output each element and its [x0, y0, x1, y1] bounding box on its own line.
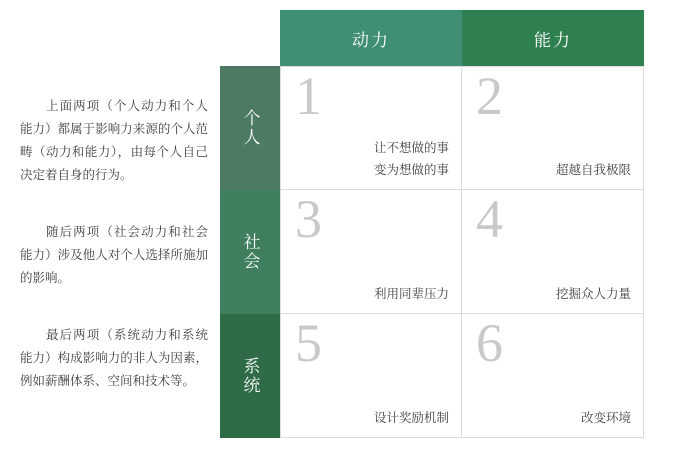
cell-number-4: 4	[476, 189, 503, 249]
cell-number-2: 2	[476, 66, 503, 126]
cell-text-5: 设计奖励机制	[373, 411, 449, 425]
note-personal: 上面两项（个人动力和个人能力）都属于影响力来源的个人范畴（动力和能力），由每个人自己决定着自身的行为。	[20, 98, 208, 182]
cell-number-5: 5	[295, 313, 322, 373]
note-social: 随后两项（社会动力和社会能力）涉及他人对个人选择所施加的影响。	[20, 224, 208, 285]
matrix	[220, 10, 664, 440]
cell-text-2: 超越自我极限	[555, 163, 631, 177]
row-header-social	[220, 190, 280, 314]
cell-text-6: 改变环境	[580, 411, 631, 425]
column-header-motivation-label: 动力	[352, 30, 390, 50]
cell-number-6: 6	[476, 313, 503, 373]
cell-social-motivation	[280, 190, 462, 314]
cell-text-1	[374, 137, 449, 181]
column-header-ability	[462, 10, 644, 66]
cell-structural-ability	[462, 314, 644, 438]
explanatory-notes	[20, 82, 208, 427]
row-header-personal-label: 个人	[240, 109, 260, 147]
note-structural: 最后两项（系统动力和系统能力）构成影响力的非人为因素，例如薪酬体系、空间和技术等。	[20, 327, 208, 388]
row-header-structural	[220, 314, 280, 438]
row-header-social-label: 社会	[240, 233, 260, 271]
cell-personal-ability	[462, 66, 644, 190]
row-header-personal	[220, 66, 280, 190]
cell-number-3: 3	[295, 189, 322, 249]
cell-text-1-line1: 让不想做的事	[373, 141, 449, 155]
cell-personal-motivation	[280, 66, 462, 190]
cell-text-3: 利用同辈压力	[373, 287, 449, 301]
cell-text-1-line2: 变为想做的事	[373, 163, 449, 177]
cell-number-1: 1	[295, 66, 322, 126]
column-header-ability-label: 能力	[534, 30, 572, 50]
row-header-structural-label: 系统	[240, 357, 260, 395]
column-header-motivation	[280, 10, 462, 66]
cell-social-ability	[462, 190, 644, 314]
cell-text-4: 挖掘众人力量	[555, 287, 631, 301]
cell-structural-motivation	[280, 314, 462, 438]
